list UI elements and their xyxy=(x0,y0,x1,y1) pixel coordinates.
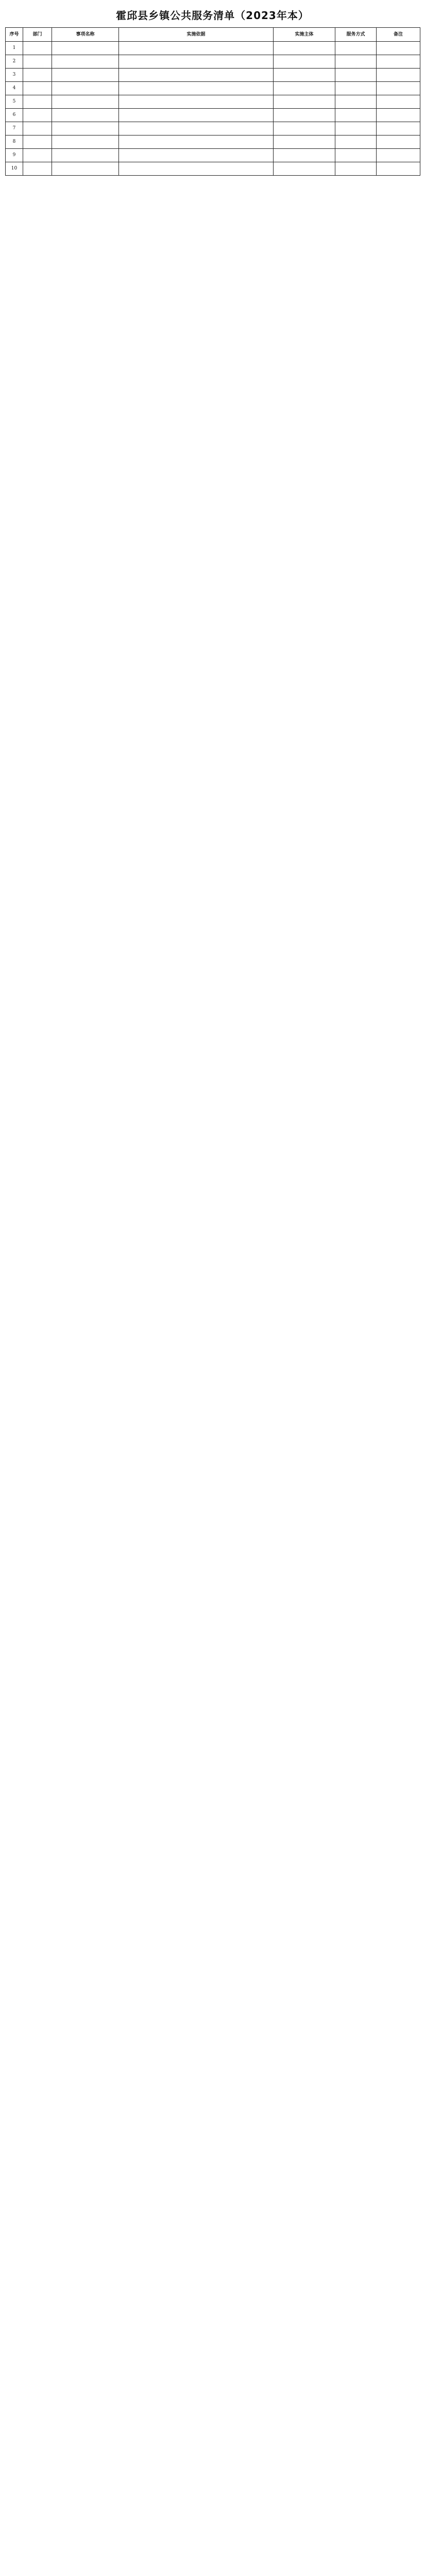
cell-department xyxy=(23,55,52,69)
cell-department xyxy=(23,149,52,162)
cell-subject xyxy=(274,122,335,135)
cell-service-type xyxy=(335,95,377,109)
cell-service-type xyxy=(335,109,377,122)
cell-subject xyxy=(274,69,335,82)
cell-service-type xyxy=(335,149,377,162)
header-service-type: 服务方式 xyxy=(335,28,377,42)
cell-note xyxy=(377,109,420,122)
cell-service-type xyxy=(335,69,377,82)
cell-note xyxy=(377,95,420,109)
cell-basis xyxy=(119,109,274,122)
cell-department xyxy=(23,109,52,122)
cell-note xyxy=(377,69,420,82)
cell-item-name xyxy=(52,122,119,135)
table-row xyxy=(6,135,420,149)
cell-item-name xyxy=(52,149,119,162)
table-row xyxy=(6,69,420,82)
table-row xyxy=(6,162,420,176)
cell-basis xyxy=(119,149,274,162)
cell-basis xyxy=(119,69,274,82)
table-row xyxy=(6,55,420,69)
cell-item-name xyxy=(52,95,119,109)
cell-department xyxy=(23,42,52,55)
header-number: 序号 xyxy=(6,28,23,42)
cell-number: 7 xyxy=(6,122,23,135)
cell-service-type xyxy=(335,122,377,135)
table-header-row xyxy=(6,28,420,42)
cell-item-name xyxy=(52,69,119,82)
cell-note xyxy=(377,122,420,135)
cell-department xyxy=(23,135,52,149)
table-row xyxy=(6,95,420,109)
cell-item-name xyxy=(52,55,119,69)
cell-note xyxy=(377,135,420,149)
cell-basis xyxy=(119,162,274,176)
cell-basis xyxy=(119,135,274,149)
cell-number: 5 xyxy=(6,95,23,109)
cell-subject xyxy=(274,162,335,176)
cell-number: 9 xyxy=(6,149,23,162)
cell-number: 4 xyxy=(6,82,23,95)
cell-number: 6 xyxy=(6,109,23,122)
cell-number: 10 xyxy=(6,162,23,176)
cell-basis xyxy=(119,55,274,69)
cell-item-name xyxy=(52,82,119,95)
cell-basis xyxy=(119,95,274,109)
cell-subject xyxy=(274,55,335,69)
header-subject: 实施主体 xyxy=(274,28,335,42)
table-row xyxy=(6,42,420,55)
table-row xyxy=(6,109,420,122)
cell-service-type xyxy=(335,82,377,95)
cell-number: 8 xyxy=(6,135,23,149)
cell-basis xyxy=(119,122,274,135)
service-table xyxy=(5,27,420,176)
cell-item-name xyxy=(52,42,119,55)
cell-note xyxy=(377,55,420,69)
cell-subject xyxy=(274,135,335,149)
table-body xyxy=(6,42,420,176)
cell-item-name xyxy=(52,162,119,176)
table-row xyxy=(6,122,420,135)
cell-service-type xyxy=(335,42,377,55)
table-row xyxy=(6,82,420,95)
cell-service-type xyxy=(335,55,377,69)
header-department: 部门 xyxy=(23,28,52,42)
cell-note xyxy=(377,82,420,95)
cell-subject xyxy=(274,149,335,162)
cell-department xyxy=(23,162,52,176)
cell-department xyxy=(23,82,52,95)
cell-subject xyxy=(274,42,335,55)
cell-note xyxy=(377,149,420,162)
header-note: 备注 xyxy=(377,28,420,42)
cell-number: 2 xyxy=(6,55,23,69)
header-basis: 实施依据 xyxy=(119,28,274,42)
cell-number: 3 xyxy=(6,69,23,82)
header-item-name: 事项名称 xyxy=(52,28,119,42)
cell-department xyxy=(23,122,52,135)
cell-service-type xyxy=(335,162,377,176)
document-page xyxy=(0,0,425,182)
cell-number: 1 xyxy=(6,42,23,55)
cell-service-type xyxy=(335,135,377,149)
cell-note xyxy=(377,42,420,55)
cell-department xyxy=(23,95,52,109)
cell-basis xyxy=(119,82,274,95)
cell-item-name xyxy=(52,135,119,149)
cell-subject xyxy=(274,82,335,95)
cell-note xyxy=(377,162,420,176)
cell-subject xyxy=(274,109,335,122)
cell-subject xyxy=(274,95,335,109)
table-row xyxy=(6,149,420,162)
cell-item-name xyxy=(52,109,119,122)
cell-basis xyxy=(119,42,274,55)
cell-department xyxy=(23,69,52,82)
document-title: 霍邱县乡镇公共服务清单（2023年本） xyxy=(116,9,309,22)
